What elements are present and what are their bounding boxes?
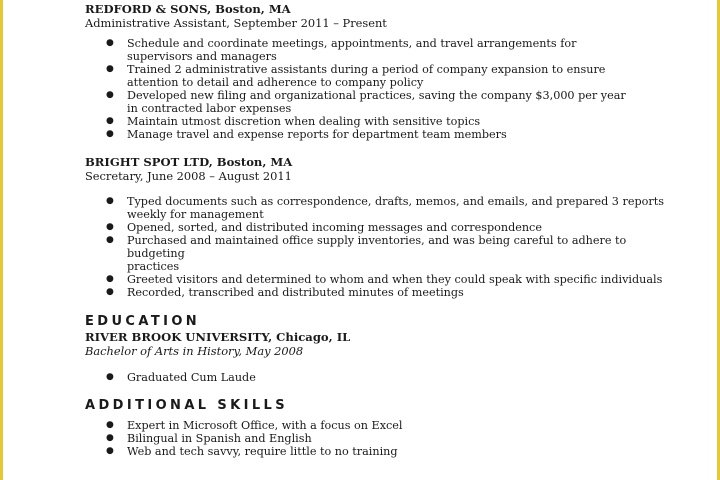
education-list: [85, 371, 685, 384]
list-item: ● Schedule and coordinate meetings, appointments, and travel arrangements for supervisors and managers: [106, 37, 577, 63]
list-item: ● Web and tech savvy, require little to no training: [106, 445, 398, 458]
list-item: ● Expert in Microsoft Office, with a focus on Excel: [106, 419, 403, 432]
list-item: ● Greeted visitors and determined to whom and when they could speak with specific individuals: [106, 273, 663, 286]
job-title: Administrative Assistant, September 2011 – Present: [85, 16, 387, 30]
list-item: ● Recorded, transcribed and distributed minutes of meetings: [106, 286, 464, 299]
school-name: RIVER BROOK UNIVERSITY, Chicago, IL: [85, 330, 351, 344]
bullet-icon: ●: [106, 129, 114, 139]
section-heading-skills: ADDITIONAL SKILLS: [85, 398, 288, 413]
employer-name: BRIGHT SPOT LTD, Boston, MA: [85, 155, 293, 169]
bullet-icon: ●: [106, 235, 114, 245]
bullet-icon: ●: [106, 222, 114, 232]
list-item: ● Maintain utmost discretion when dealing with sensitive topics: [106, 115, 481, 128]
bullet-icon: ●: [106, 420, 114, 430]
skills-list: [85, 419, 685, 458]
list-item: ● Bilingual in Spanish and English: [106, 432, 312, 445]
list-item: ● Purchased and maintained office supply inventories, and was being careful to adhere to budgeting practices: [106, 234, 627, 273]
employer-name: REDFORD & SONS, Boston, MA: [85, 2, 291, 16]
section-heading-education: EDUCATION: [85, 314, 201, 329]
resume-page: [85, 2, 685, 458]
bullet-icon: ●: [106, 196, 114, 206]
list-item: ● Opened, sorted, and distributed incoming messages and correspondence: [106, 221, 542, 234]
bullet-icon: ●: [106, 116, 114, 126]
list-item: ● Manage travel and expense reports for department team members: [106, 128, 507, 141]
education-section: [85, 314, 685, 384]
skills-section: [85, 398, 685, 458]
bullet-icon: ●: [106, 372, 114, 382]
bullet-icon: ●: [106, 433, 114, 443]
list-item: ● Typed documents such as correspondence, drafts, memos, and emails, and prepared 3 reports weekly for management: [106, 195, 664, 221]
list-item: ● Developed new filing and organizational practices, saving the company $3,000 per year in contracted labor expenses: [106, 89, 626, 115]
bullet-icon: ●: [106, 446, 114, 456]
duties-list: [85, 37, 685, 141]
job-entry: [85, 155, 685, 299]
job-title: Secretary, June 2008 – August 2011: [85, 169, 292, 183]
list-item: ● Trained 2 administrative assistants during a period of company expansion to ensure attention to detail and adherence to company policy: [106, 63, 606, 89]
job-entry: [85, 2, 685, 141]
bullet-icon: ●: [106, 287, 114, 297]
bullet-icon: ●: [106, 90, 114, 100]
degree: Bachelor of Arts in History, May 2008: [85, 344, 304, 358]
bullet-icon: ●: [106, 64, 114, 74]
duties-list: [85, 195, 685, 299]
list-item: ● Graduated Cum Laude: [106, 371, 256, 384]
bullet-icon: ●: [106, 274, 114, 284]
bullet-icon: ●: [106, 38, 114, 48]
